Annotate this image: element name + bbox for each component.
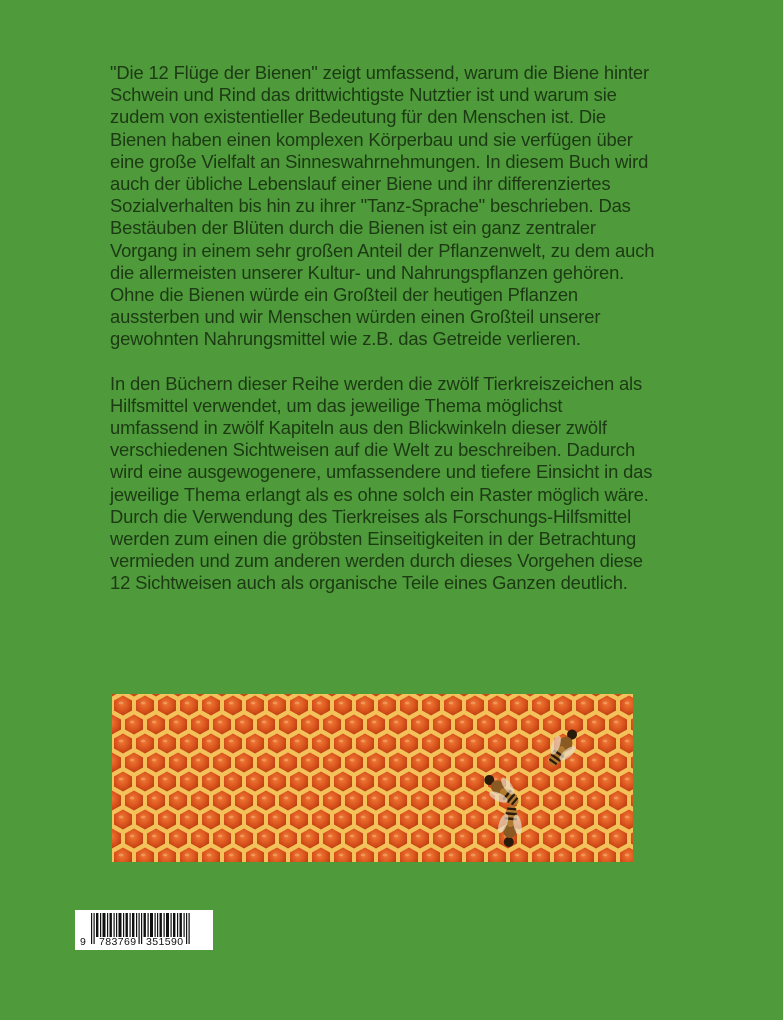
text-line: werden zum einen die gröbsten Einseitigkeiten in der Betrachtung [110,528,637,550]
text-line: Schwein und Rind das drittwichtigste Nutztier ist und warum sie [110,84,617,106]
text-line: "Die 12 Flüge der Bienen" zeigt umfassend, warum die Biene hinter [110,62,649,83]
text-line: In den Büchern dieser Reihe werden die zwölf Tierkreiszeichen als [110,372,643,394]
text-line: Durch die Verwendung des Tierkreises als Forschungs-Hilfsmittel [110,505,632,527]
barcode-prefix-digit: 9 [80,936,87,948]
text-line: verschiedenen Sichtweisen auf die Welt zu beschreiben. Dadurch [110,439,636,461]
text-line: Hilfsmittel verwendet, um das jeweilige Thema möglichst [110,394,563,416]
isbn-barcode [75,910,213,950]
text-line: zudem von existentieller Bedeutung für den Menschen ist. Die [110,106,607,128]
text-line: Bienen haben einen komplexen Körperbau und sie verfügen über [110,128,633,150]
text-line: Ohne die Bienen würde ein Großteil der heutigen Pflanzen [110,284,579,306]
text-line: Bestäuben der Blüten durch die Bienen ist ein ganz zentraler [110,217,596,239]
honeycomb-image [112,694,633,862]
description-paragraph-2 [110,373,710,595]
back-cover-description [110,62,710,595]
text-line: Sozialverhalten bis hin zu ihrer "Tanz-Sprache" beschrieben. Das [110,195,631,217]
text-line: aussterben und wir Menschen würden einen Großteil unserer [110,306,601,328]
text-line: wird eine ausgewogenere, umfassendere und tiefere Einsicht in das [110,461,653,483]
barcode-bars [75,910,213,950]
barcode-left-group: 783769 [99,936,137,948]
text-line: vermieden und zum anderen werden durch dieses Vorgehen diese [110,550,643,572]
text-line: umfassend in zwölf Kapiteln aus den Blickwinkeln dieser zwölf [110,417,607,439]
honeycomb-illustration [112,694,633,862]
text-line: 12 Sichtweisen auch als organische Teile eines Ganzen deutlich. [110,572,628,594]
description-paragraph-1 [110,62,710,351]
text-line: jeweilige Thema erlangt als es ohne solch ein Raster möglich wäre. [110,483,649,505]
text-line: eine große Vielfalt an Sinneswahrnehmungen. In diesem Buch wird [110,150,649,172]
text-line: Vorgang in einem sehr großen Anteil der Pflanzenwelt, zu dem auch [110,239,655,261]
text-line: gewohnten Nahrungsmittel wie z.B. das Getreide verlieren. [110,328,581,350]
text-line: die allermeisten unserer Kultur- und Nahrungspflanzen gehören. [110,261,625,283]
text-line: auch der übliche Lebenslauf einer Biene und ihr differenziertes [110,173,611,195]
barcode-right-group: 351590 [146,936,184,948]
